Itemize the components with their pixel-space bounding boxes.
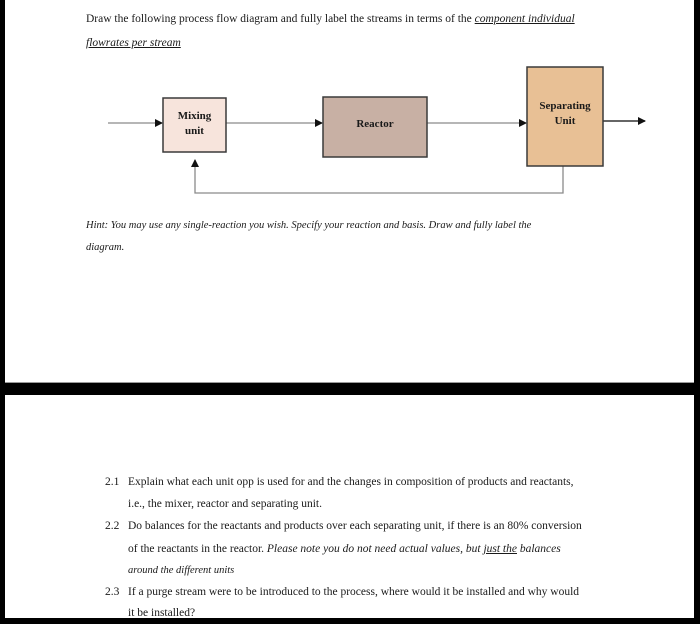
question-2-1-line-2: i.e., the mixer, reactor and separating unit. — [128, 498, 323, 510]
separating-unit-label-1: Separating — [539, 100, 591, 112]
question-2-2-line-2 — [128, 538, 688, 560]
mixing-unit-label-2: unit — [185, 125, 204, 137]
hint-line-2: diagram. — [86, 242, 125, 253]
instructions-emphasis-2: flowrates per stream — [86, 37, 181, 49]
instructions-emphasis: component individual — [474, 13, 575, 25]
instructions-text: Draw the following process flow diagram and fully label the streams in terms of the — [86, 13, 475, 25]
question-2-2-line-3: around the different units — [128, 565, 235, 576]
question-number: 2.1 — [105, 476, 120, 488]
page-divider — [5, 382, 694, 383]
separating-unit-box — [527, 67, 603, 166]
process-flow-diagram — [5, 0, 694, 383]
mixing-unit-box — [163, 98, 226, 152]
question-2-3-line-2: it be installed? — [128, 607, 196, 619]
page-bottom — [5, 395, 694, 618]
page-top — [5, 0, 694, 383]
question-2-2-line-1: Do balances for the reactants and products over each separating unit, if there is an 80% conversion — [128, 520, 582, 532]
question-number: 2.2 — [105, 520, 120, 532]
question-2-2-text: of the reactants in the reactor. — [128, 543, 267, 555]
question-2-3-line-1: If a purge stream were to be introduced to the process, where would it be installed and why would — [128, 586, 580, 598]
question-2-1-line-1: Explain what each unit opp is used for and the changes in composition of products and reactants, — [128, 476, 574, 488]
question-2-2-note-end: balances — [516, 543, 561, 555]
recycle-stream-arrow — [195, 160, 563, 193]
question-2-2-note: Please note you do not need actual values, but — [266, 543, 484, 555]
question-number: 2.3 — [105, 586, 120, 598]
reactor-label: Reactor — [356, 118, 394, 130]
separating-unit-label-2: Unit — [554, 115, 576, 127]
reactor-box — [323, 97, 427, 157]
question-2-2-note-emphasis: just the — [483, 543, 517, 555]
mixing-unit-label-1: Mixing — [177, 110, 212, 122]
hint-line-1: Hint: You may use any single-reaction you wish. Specify your reaction and basis. Draw and fully label the — [86, 220, 532, 231]
